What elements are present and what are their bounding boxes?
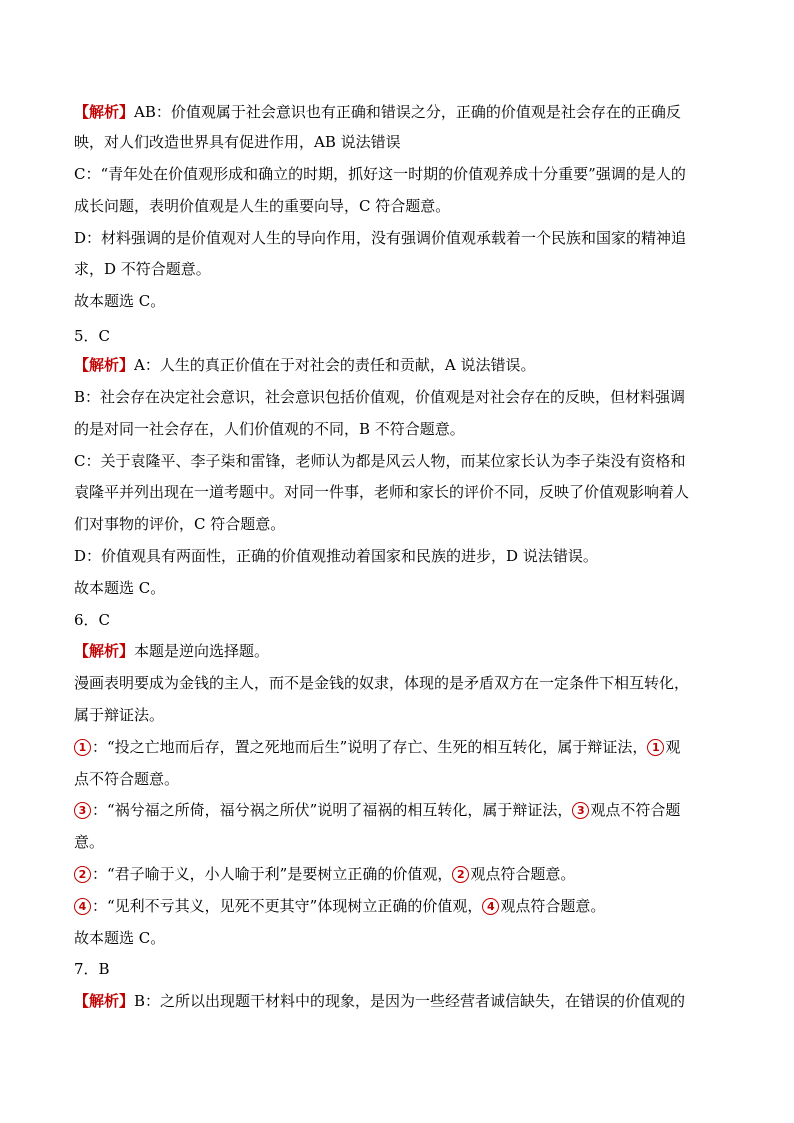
text-run: 故本题选 C。 xyxy=(74,292,166,310)
text-run: B：之所以出现题干材料中的现象，是因为一些经营者诚信缺失，在错误的价值观的 xyxy=(134,992,686,1010)
text-run: 成长问题，表明价值观是人生的重要向导，C 符合题意。 xyxy=(74,197,451,215)
text-line xyxy=(74,290,165,312)
text-run: ：“投之亡地而后存，置之死地而后生”说明了存亡、生死的相互转化，属于辩证法， xyxy=(92,738,648,756)
text-run: 故本题选 C。 xyxy=(74,929,166,947)
text-line xyxy=(74,736,680,758)
text-run: 求，D 不符合题意。 xyxy=(74,260,211,278)
analysis-label: 【解析】 xyxy=(74,992,135,1010)
text-line xyxy=(74,325,110,347)
text-line xyxy=(74,513,285,535)
text-run: 们对事物的评价，C 符合题意。 xyxy=(74,515,286,533)
text-run: D：价值观具有两面性，正确的价值观推动着国家和民族的进步，D 说法错误。 xyxy=(74,547,598,565)
text-run: 映，对人们改造世界具有促进作用，AB 说法错误 xyxy=(74,133,401,151)
text-run: C：关于袁隆平、李子柒和雷锋，老师认为都是风云人物，而某位家长认为李子柒没有资格和 xyxy=(74,452,686,470)
text-line xyxy=(74,895,605,917)
text-line xyxy=(74,450,685,472)
text-line xyxy=(74,672,689,694)
text-run: 观点符合题意。 xyxy=(470,865,576,883)
circled-number-icon: 2 xyxy=(452,866,469,883)
text-line xyxy=(74,577,165,599)
text-run: 6．C xyxy=(74,611,111,629)
text-line xyxy=(74,258,211,280)
text-run: 本题是逆向选择题。 xyxy=(134,642,270,660)
text-run: C：“青年处在价值观形成和确立的时期，抓好这一时期的价值观养成十分重要”强调的是人的 xyxy=(74,165,686,183)
text-line xyxy=(74,101,681,123)
text-run: 属于辩证法。 xyxy=(74,706,165,724)
text-line xyxy=(74,195,450,217)
text-run: 观点符合题意。 xyxy=(500,897,606,915)
text-run: 观 xyxy=(665,738,681,756)
text-run: A：人生的真正价值在于对社会的责任和贡献，A 说法错误。 xyxy=(134,356,536,374)
circled-number-icon: 3 xyxy=(572,802,589,819)
circled-number-icon: 1 xyxy=(74,739,91,756)
circled-number-icon: 1 xyxy=(647,739,664,756)
analysis-label: 【解析】 xyxy=(74,356,135,374)
text-line xyxy=(74,481,689,503)
circled-number-icon: 3 xyxy=(74,802,91,819)
text-line xyxy=(74,163,686,185)
text-line xyxy=(74,799,680,821)
text-line xyxy=(74,958,110,980)
text-run: 漫画表明要成为金钱的主人，而不是金钱的奴隶，体现的是矛盾双方在一定条件下相互转化， xyxy=(74,674,690,692)
text-run: 观点不符合题 xyxy=(590,801,681,819)
text-line xyxy=(74,768,179,790)
text-line xyxy=(74,227,686,249)
text-line xyxy=(74,640,269,662)
text-line xyxy=(74,354,535,376)
text-run: 袁隆平并列出现在一道考题中。对同一件事，老师和家长的评价不同，反映了价值观影响着人 xyxy=(74,483,690,501)
text-line xyxy=(74,386,685,408)
text-line xyxy=(74,609,110,631)
circled-number-icon: 2 xyxy=(74,866,91,883)
text-run: 5．C xyxy=(74,327,111,345)
text-run: D：材料强调的是价值观对人生的导向作用，没有强调价值观承载着一个民族和国家的精神追 xyxy=(74,229,687,247)
text-line xyxy=(74,704,164,726)
text-line xyxy=(74,990,685,1012)
text-run: ：“祸兮福之所倚，福兮祸之所伏”说明了福祸的相互转化，属于辩证法， xyxy=(92,801,573,819)
text-line xyxy=(74,418,465,440)
text-run: 的是对同一社会存在，人们价值观的不同，B 不符合题意。 xyxy=(74,420,465,438)
text-run: 意。 xyxy=(74,833,105,851)
text-run: B：社会存在决定社会意识，社会意识包括价值观，价值观是对社会存在的反映，但材料强调 xyxy=(74,388,686,406)
text-run: 故本题选 C。 xyxy=(74,579,166,597)
text-run: ：“君子喻于义，小人喻于利”是要树立正确的价值观， xyxy=(92,865,453,883)
text-line xyxy=(74,545,598,567)
text-run: 点不符合题意。 xyxy=(74,770,180,788)
analysis-label: 【解析】 xyxy=(74,642,135,660)
text-line xyxy=(74,131,401,153)
analysis-label: 【解析】 xyxy=(74,103,135,121)
circled-number-icon: 4 xyxy=(74,898,91,915)
text-run: AB：价值观属于社会意识也有正确和错误之分，正确的价值观是社会存在的正确反 xyxy=(134,103,681,121)
text-line xyxy=(74,927,165,949)
text-run: 7．B xyxy=(74,960,110,978)
text-line xyxy=(74,831,104,853)
text-line xyxy=(74,863,575,885)
circled-number-icon: 4 xyxy=(482,898,499,915)
text-run: ：“见利不亏其义，见死不更其守”体现树立正确的价值观， xyxy=(92,897,483,915)
